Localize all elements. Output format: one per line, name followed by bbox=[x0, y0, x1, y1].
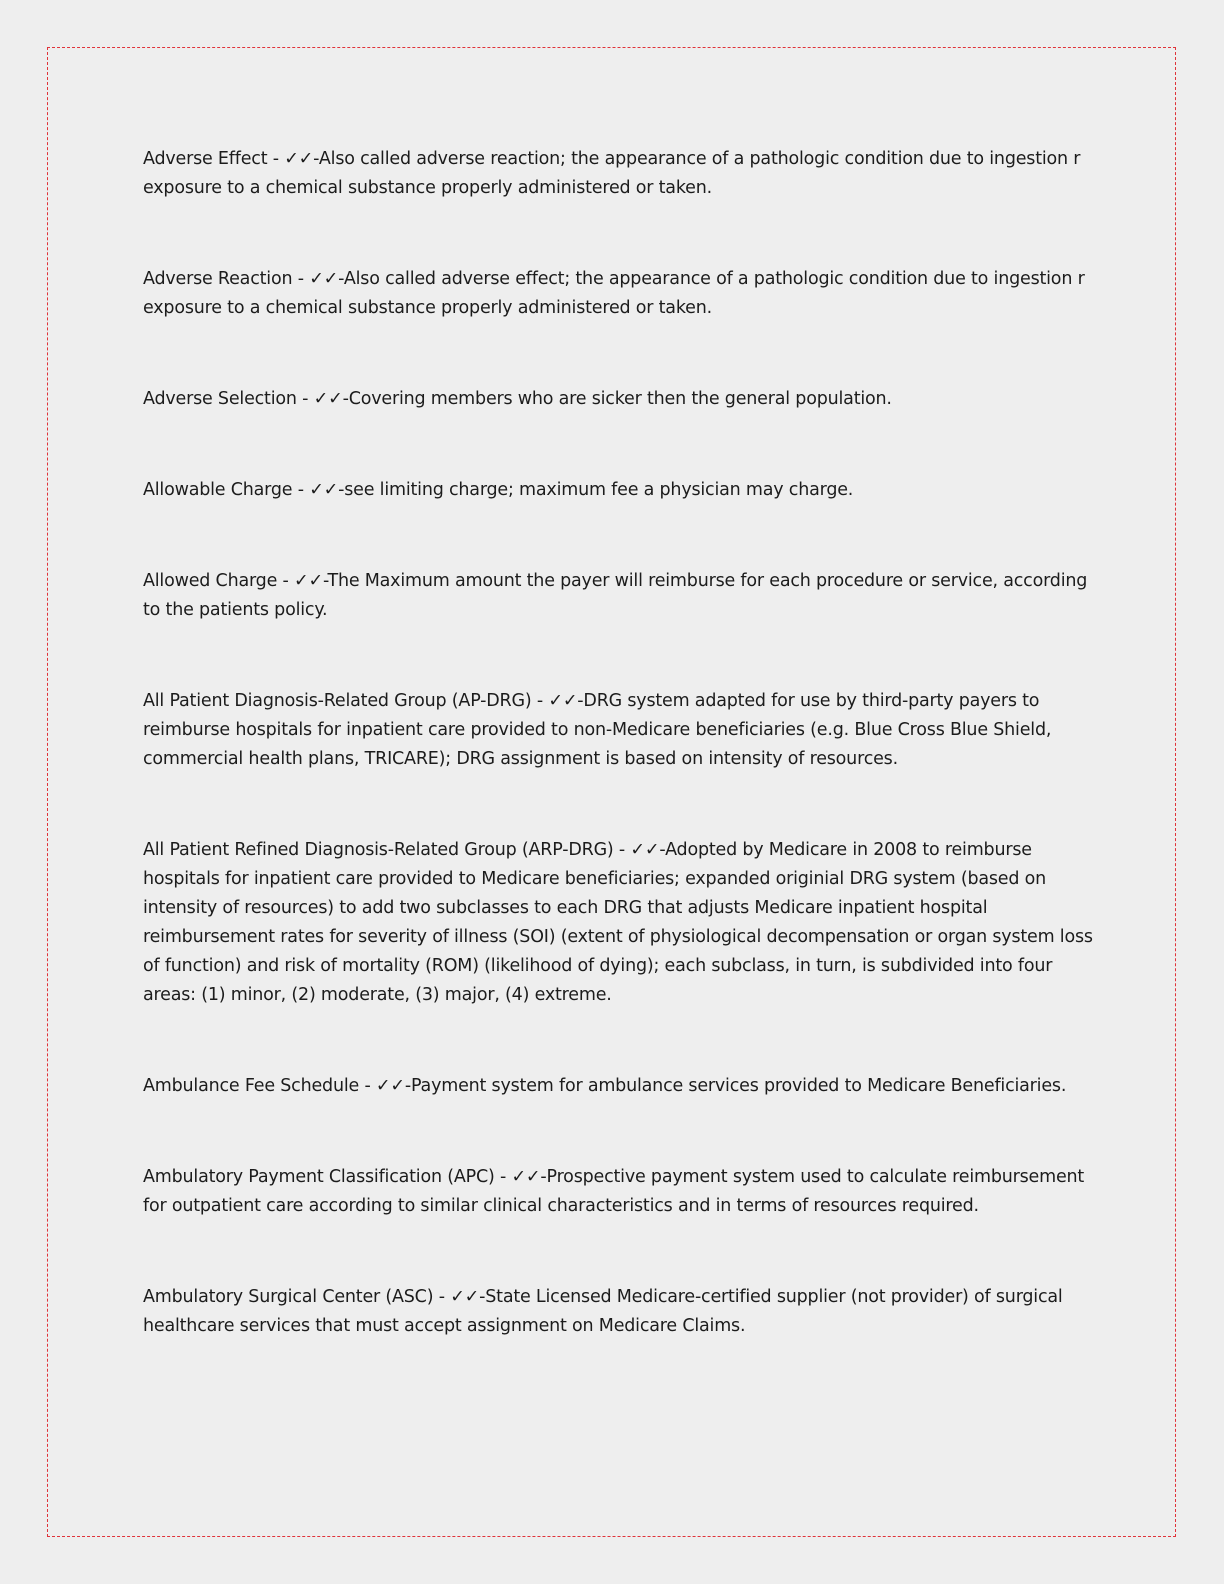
entry-term: Allowed Charge bbox=[143, 571, 278, 591]
check-marks-icon: ✓✓ bbox=[450, 1287, 480, 1307]
glossary-entry: Allowed Charge - ✓✓-The Maximum amount the payer will reimburse for each procedure or service, according to the patients policy. bbox=[143, 571, 1088, 620]
glossary-entry: Adverse Reaction - ✓✓-Also called adverse effect; the appearance of a pathologic condition due to ingestion r exposure to a chemical substance properly administered or taken. bbox=[143, 269, 1085, 318]
glossary-entry: Ambulance Fee Schedule - ✓✓-Payment system for ambulance services provided to Medicare Beneficiaries. bbox=[143, 1076, 1067, 1096]
check-marks-icon: ✓✓ bbox=[284, 149, 314, 169]
check-marks-icon: ✓✓ bbox=[548, 691, 578, 711]
entry-term: Ambulatory Payment Classification (APC) bbox=[143, 1167, 495, 1187]
entry-definition: Adopted by Medicare in 2008 to reimburse hospitals for inpatient care provided to Medicare beneficiaries; expanded originial DRG system (based on intensity of resources) to add two subclasses to each DRG that adjusts Medicare inpatient hospital reimbursement rates for severity of illness (SOI) (extent of physiological decompensation or organ system loss of function) and risk of mortality (ROM) (likelihood of dying); each subclass, in turn, is subdivided into four areas: (1) minor, (2) moderate, (3) major, (4) extreme. bbox=[143, 840, 1093, 1005]
glossary-entry: All Patient Refined Diagnosis-Related Group (ARP-DRG) - ✓✓-Adopted by Medicare in 2008 to reimburse hospitals for inpatient care provided to Medicare beneficiaries; expanded originial DRG system (based on intensity of resources) to add two subclasses to each DRG that adjusts Medicare inpatient hospital reimbursement rates for severity of illness (SOI) (extent of physiological decompensation or organ system loss of function) and risk of mortality (ROM) (likelihood of dying); each subclass, in turn, is subdivided into four areas: (1) minor, (2) moderate, (3) major, (4) extreme. bbox=[143, 840, 1093, 1005]
glossary-entry: Ambulatory Payment Classification (APC) - ✓✓-Prospective payment system used to calculate reimbursement for outpatient care according to similar clinical characteristics and in terms of resources required. bbox=[143, 1167, 1085, 1216]
entry-definition: Prospective payment system used to calculate reimbursement for outpatient care according to similar clinical characteristics and in terms of resources required. bbox=[143, 1167, 1085, 1216]
entry-definition: Covering members who are sicker then the general population. bbox=[348, 389, 892, 409]
check-marks-icon: ✓✓ bbox=[375, 1076, 405, 1096]
check-marks-icon: ✓✓ bbox=[309, 269, 339, 289]
glossary-entry: All Patient Diagnosis-Related Group (AP-DRG) - ✓✓-DRG system adapted for use by third-party payers to reimburse hospitals for inpatient care provided to non-Medicare beneficiaries (e.g. Blue Cross Blue Shield, commercial health plans, TRICARE); DRG assignment is based on intensity of resources. bbox=[143, 691, 1052, 769]
check-marks-icon: ✓✓ bbox=[630, 840, 660, 860]
entry-term: Ambulatory Surgical Center (ASC) bbox=[143, 1287, 434, 1307]
check-marks-icon: ✓✓ bbox=[294, 571, 323, 591]
entry-term: All Patient Refined Diagnosis-Related Group (ARP-DRG) bbox=[143, 840, 614, 860]
check-marks-icon: ✓✓ bbox=[313, 389, 343, 409]
entry-definition: State Licensed Medicare-certified supplier (not provider) of surgical healthcare services that must accept assignment on Medicare Claims. bbox=[143, 1287, 1063, 1336]
glossary bbox=[143, 145, 1093, 1341]
entry-term: Adverse Effect bbox=[143, 149, 268, 169]
glossary-entry: Allowable Charge - ✓✓-see limiting charge; maximum fee a physician may charge. bbox=[143, 480, 854, 500]
glossary-entry: Adverse Selection - ✓✓-Covering members who are sicker then the general population. bbox=[143, 389, 892, 409]
check-marks-icon: ✓✓ bbox=[309, 480, 339, 500]
entry-term: Adverse Selection bbox=[143, 389, 297, 409]
glossary-entry: Adverse Effect - ✓✓-Also called adverse reaction; the appearance of a pathologic condition due to ingestion r exposure to a chemical substance properly administered or taken. bbox=[143, 149, 1081, 198]
check-marks-icon: ✓✓ bbox=[511, 1167, 541, 1187]
entry-definition: DRG system adapted for use by third-party payers to reimburse hospitals for inpatient care provided to non-Medicare beneficiaries (e.g. Blue Cross Blue Shield, commercial health plans, TRICARE); DRG assignment is based on intensity of resources. bbox=[143, 691, 1052, 769]
entry-term: Allowable Charge bbox=[143, 480, 293, 500]
entry-term: Ambulance Fee Schedule bbox=[143, 1076, 360, 1096]
entry-definition: The Maximum amount the payer will reimburse for each procedure or service, according to the patients policy. bbox=[143, 571, 1088, 620]
entry-term: Adverse Reaction bbox=[143, 269, 293, 289]
entry-definition: Payment system for ambulance services provided to Medicare Beneficiaries. bbox=[410, 1076, 1067, 1096]
entry-definition: Also called adverse effect; the appearance of a pathologic condition due to ingestion r exposure to a chemical substance properly administered or taken. bbox=[143, 269, 1085, 318]
entry-definition: Also called adverse reaction; the appearance of a pathologic condition due to ingestion r exposure to a chemical substance properly administered or taken. bbox=[143, 149, 1081, 198]
entry-definition: see limiting charge; maximum fee a physician may charge. bbox=[344, 480, 854, 500]
glossary-entry: Ambulatory Surgical Center (ASC) - ✓✓-State Licensed Medicare-certified supplier (not provider) of surgical healthcare services that must accept assignment on Medicare Claims. bbox=[143, 1287, 1063, 1336]
entry-term: All Patient Diagnosis-Related Group (AP-DRG) bbox=[143, 691, 532, 711]
